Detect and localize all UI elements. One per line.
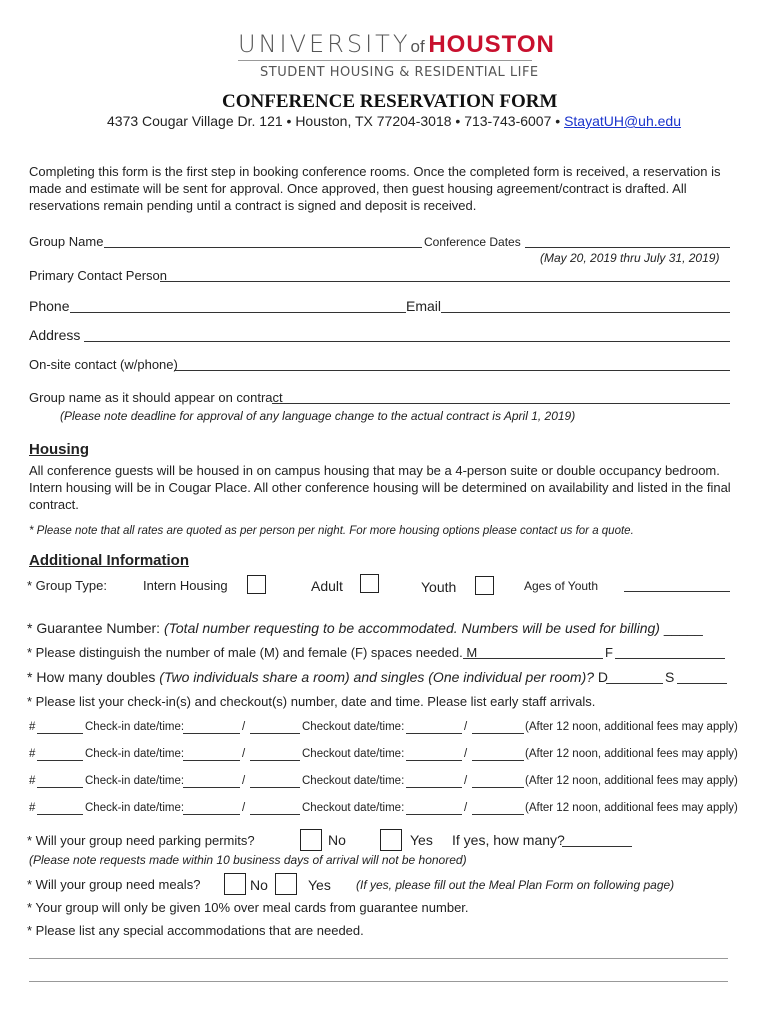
special-accommodations-field-2[interactable]: [29, 981, 728, 982]
distinguish-label: * Please distinguish the number of male (M) and female (F) spaces needed. M: [27, 645, 478, 660]
doubles-note: (Two individuals share a room) and singles (One individual per room)?: [159, 669, 595, 685]
doubles-line: [27, 669, 608, 685]
checkin-date-field[interactable]: [183, 760, 240, 761]
checkin-date-field[interactable]: [183, 814, 240, 815]
singles-s-label: S: [665, 669, 675, 685]
meals-no-checkbox[interactable]: [224, 873, 246, 895]
parking-no-checkbox[interactable]: [300, 829, 322, 851]
housing-paragraph: All conference guests will be housed in on campus housing that may be a 4-person suite or double occupancy bedroom. Intern housing will be in Cougar Place. All other conference housing will be determined on availability and listed in the final contract.: [29, 463, 731, 512]
checkout-time-field[interactable]: [472, 760, 524, 761]
intern-housing-label: Intern Housing: [143, 578, 228, 593]
parking-how-many-label: If yes, how many?: [452, 832, 565, 848]
singles-field[interactable]: [677, 683, 727, 684]
adult-checkbox[interactable]: [360, 574, 379, 593]
logo-of-text: of: [410, 37, 425, 56]
email-field[interactable]: [441, 312, 730, 313]
parking-yes-label: Yes: [410, 832, 433, 848]
female-label: F: [605, 645, 613, 660]
checkin-intro: * Please list your check-in(s) and checkout(s) number, date and time. Please list early staff arrivals.: [27, 694, 596, 709]
checkin-label: Check-in date/time:: [85, 802, 185, 814]
checkout-slash: /: [464, 748, 468, 760]
checkin-date-field[interactable]: [183, 733, 240, 734]
fees-note: (After 12 noon, additional fees may apply): [525, 748, 738, 760]
male-field[interactable]: [463, 658, 603, 659]
checkout-date-field[interactable]: [406, 814, 462, 815]
female-field[interactable]: [615, 658, 725, 659]
meals-no-label: No: [250, 877, 268, 893]
doubles-label: * How many doubles: [27, 669, 156, 685]
phone-label: Phone: [29, 298, 70, 314]
fees-note: (After 12 noon, additional fees may apply): [525, 721, 738, 733]
checkout-label: Checkout date/time:: [302, 775, 405, 787]
youth-label: Youth: [421, 579, 457, 595]
fees-note: (After 12 noon, additional fees may apply): [525, 775, 738, 787]
address-label: Address: [29, 327, 81, 343]
checkin-slash: /: [242, 775, 246, 787]
checkout-slash: /: [464, 775, 468, 787]
form-title: CONFERENCE RESERVATION FORM: [222, 91, 558, 112]
address-field[interactable]: [84, 341, 730, 342]
group-type-label: * Group Type:: [27, 578, 107, 593]
checkin-label: Check-in date/time:: [85, 721, 185, 733]
university-logo: [238, 30, 555, 59]
checkout-label: Checkout date/time:: [302, 748, 405, 760]
checkin-time-field[interactable]: [250, 760, 300, 761]
checkout-date-field[interactable]: [406, 787, 462, 788]
checkin-time-field[interactable]: [250, 787, 300, 788]
parking-how-many-field[interactable]: [562, 846, 632, 847]
checkin-time-field[interactable]: [250, 814, 300, 815]
ages-of-youth-field[interactable]: [624, 591, 730, 592]
meal-cards-note: * Your group will only be given 10% over meal cards from guarantee number.: [27, 900, 469, 915]
department-name: STUDENT HOUSING & RESIDENTIAL LIFE: [260, 65, 539, 80]
intern-housing-checkbox[interactable]: [247, 575, 266, 594]
row-number-field[interactable]: [37, 760, 83, 761]
email-link[interactable]: StayatUH@uh.edu: [564, 113, 682, 129]
meals-yes-checkbox[interactable]: [275, 873, 297, 895]
row-hash: #: [29, 802, 36, 814]
checkin-slash: /: [242, 748, 246, 760]
additional-info-heading: Additional Information: [29, 552, 189, 569]
checkin-time-field[interactable]: [250, 733, 300, 734]
fees-note: (After 12 noon, additional fees may apply): [525, 802, 738, 814]
meals-yes-label: Yes: [308, 877, 331, 893]
row-number-field[interactable]: [37, 787, 83, 788]
logo-houston-text: HOUSTON: [428, 31, 555, 58]
ages-of-youth-label: Ages of Youth: [524, 579, 599, 593]
row-hash: #: [29, 748, 36, 760]
meals-label: * Will your group need meals?: [27, 877, 201, 892]
row-number-field[interactable]: [37, 814, 83, 815]
special-accommodations-field-1[interactable]: [29, 958, 728, 959]
checkin-label: Check-in date/time:: [85, 748, 185, 760]
doubles-field[interactable]: [606, 683, 663, 684]
guarantee-line: [27, 620, 703, 636]
guarantee-field[interactable]: _____: [663, 620, 703, 636]
row-hash: #: [29, 721, 36, 733]
checkin-slash: /: [242, 721, 246, 733]
onsite-contact-field[interactable]: [174, 370, 730, 371]
parking-no-label: No: [328, 832, 346, 848]
special-accommodations-label: * Please list any special accommodations that are needed.: [27, 923, 364, 938]
logo-divider: [238, 60, 532, 61]
primary-contact-field[interactable]: [160, 281, 730, 282]
meals-note: (If yes, please fill out the Meal Plan Form on following page): [356, 878, 675, 892]
conference-dates-field[interactable]: [525, 247, 730, 248]
contract-name-field[interactable]: [272, 403, 730, 404]
rates-note: * Please note that all rates are quoted as per person per night. For more housing options please contact us for a quote.: [29, 525, 634, 537]
intro-paragraph: Completing this form is the first step in booking conference rooms. Once the completed form is received, a reservation is made and estimate will be sent for approval. Once approved, then guest housing agreement/contract is drafted. All reservations remain pending until a contract is signed and deposit is received.: [29, 164, 721, 213]
checkout-time-field[interactable]: [472, 787, 524, 788]
row-hash: #: [29, 775, 36, 787]
parking-label: * Will your group need parking permits?: [27, 833, 255, 848]
contract-note: (Please note deadline for approval of any language change to the actual contract is April 1, 2019): [60, 409, 576, 423]
phone-field[interactable]: [70, 312, 406, 313]
checkout-time-field[interactable]: [472, 814, 524, 815]
checkout-date-field[interactable]: [406, 733, 462, 734]
parking-yes-checkbox[interactable]: [380, 829, 402, 851]
checkout-date-field[interactable]: [406, 760, 462, 761]
row-number-field[interactable]: [37, 733, 83, 734]
email-label: Email: [406, 298, 442, 314]
adult-label: Adult: [311, 578, 343, 594]
onsite-contact-label: On-site contact (w/phone): [29, 357, 178, 372]
checkin-date-field[interactable]: [183, 787, 240, 788]
checkout-slash: /: [464, 721, 468, 733]
group-name-field[interactable]: [104, 247, 422, 248]
contract-name-label: Group name as it should appear on contract: [29, 390, 283, 405]
parking-note: (Please note requests made within 10 business days of arrival will not be honored): [29, 853, 467, 867]
guarantee-note: (Total number requesting to be accommodated. Numbers will be used for billing): [163, 620, 660, 636]
checkin-slash: /: [242, 802, 246, 814]
group-name-label: Group Name: [29, 234, 104, 249]
checkin-label: Check-in date/time:: [85, 775, 185, 787]
guarantee-label: * Guarantee Number:: [27, 620, 161, 636]
address-text: 4373 Cougar Village Dr. 121 • Houston, TX 77204-3018 • 713-743-6007 •: [107, 113, 561, 129]
checkout-label: Checkout date/time:: [302, 802, 405, 814]
primary-contact-label: Primary Contact Person: [29, 268, 167, 283]
youth-checkbox[interactable]: [475, 576, 494, 595]
dates-note: (May 20, 2019 thru July 31, 2019): [540, 251, 720, 265]
address-line: [107, 113, 681, 129]
checkout-label: Checkout date/time:: [302, 721, 405, 733]
checkout-time-field[interactable]: [472, 733, 524, 734]
conference-dates-label: Conference Dates: [424, 235, 521, 249]
doubles-d-label: D: [597, 669, 609, 685]
logo-university-text: UNIVERSITY: [238, 30, 411, 58]
checkout-slash: /: [464, 802, 468, 814]
housing-heading: Housing: [29, 441, 89, 458]
